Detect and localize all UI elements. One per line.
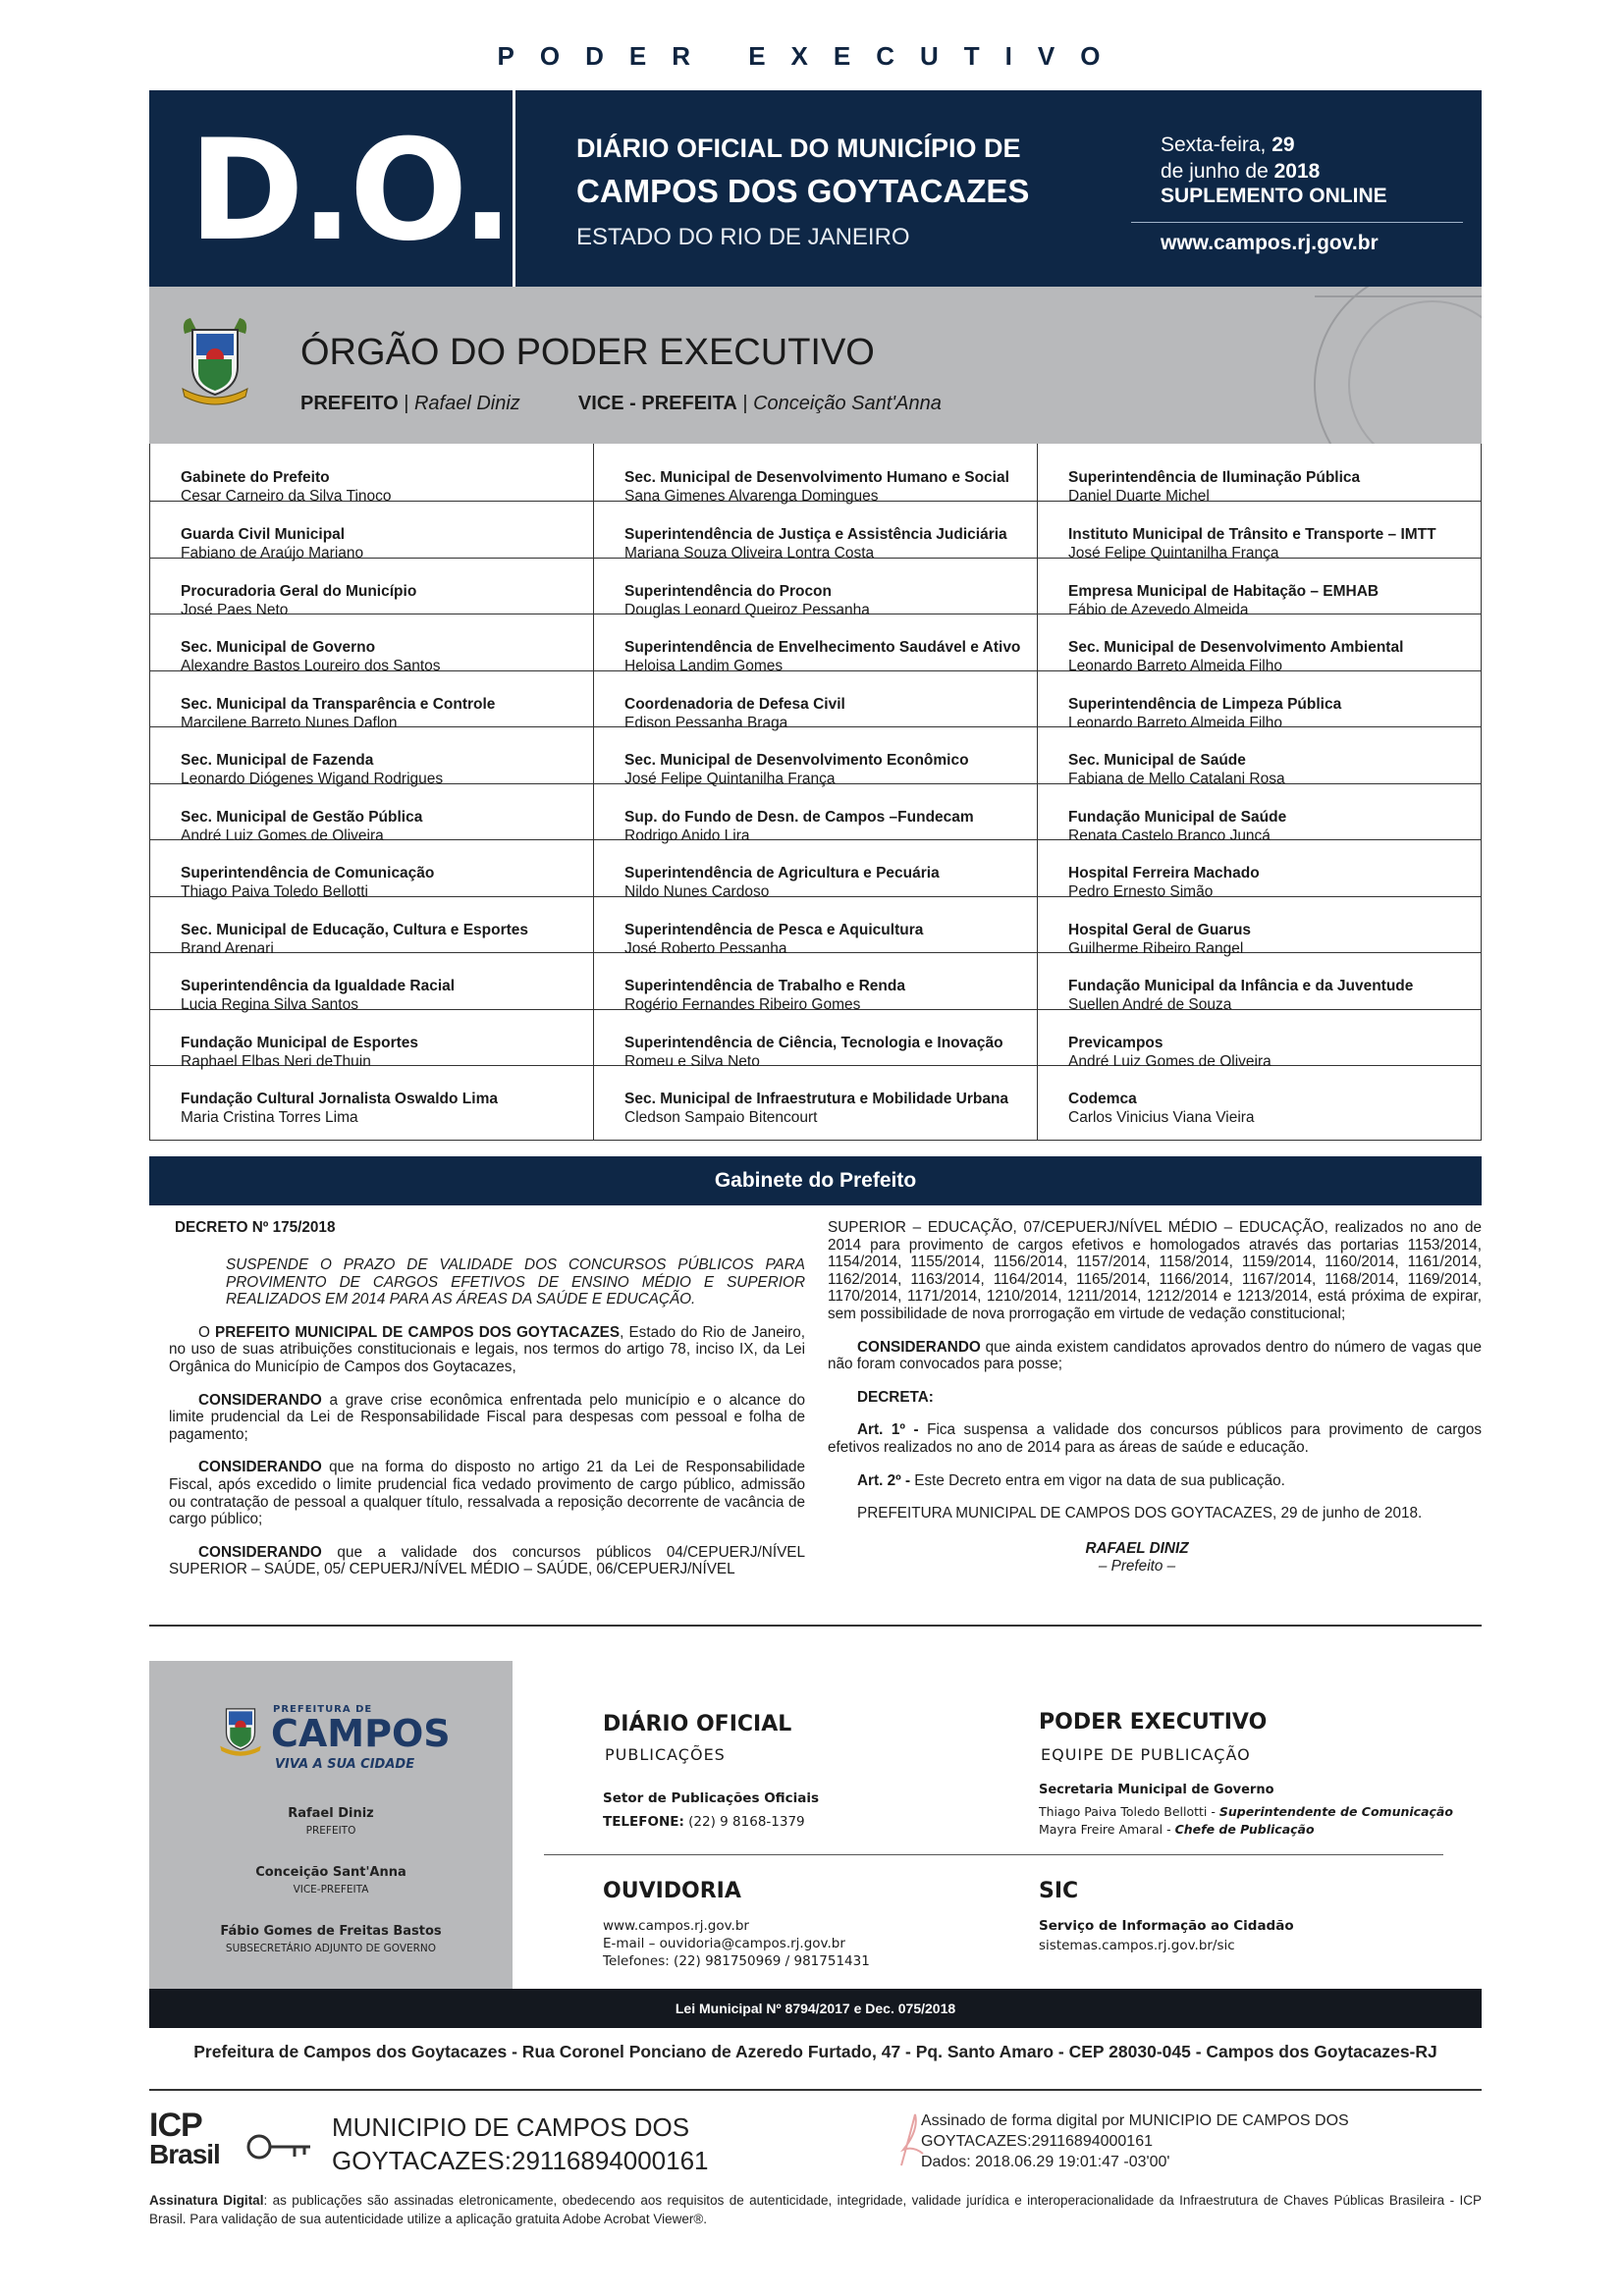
decree-number: DECRETO Nº 175/2018 xyxy=(175,1219,336,1236)
article-2: Art. 2º - Este Decreto entra em vigor na data de sua publicação. xyxy=(857,1471,1285,1489)
entry-organization: Fundação Cultural Jornalista Oswaldo Lima xyxy=(181,1091,498,1107)
entry-head-name: Maria Cristina Torres Lima xyxy=(181,1109,358,1126)
issue-year: 2018 xyxy=(1273,160,1321,183)
diario-title: DIÁRIO OFICIAL xyxy=(603,1712,792,1736)
campos-logo-icon xyxy=(216,1700,265,1757)
directory-entry xyxy=(594,559,1037,618)
article-1: Art. 1º - Fica suspensa a validade dos concursos públicos para provimento de cargos efetivos realizados no ano de 2014 para as áreas de saúde e educação. xyxy=(828,1421,1482,1456)
masthead-divider xyxy=(513,90,515,287)
entry-organization: Sec. Municipal da Transparência e Controle xyxy=(181,695,496,713)
entry-head-name: José Paes Neto xyxy=(181,601,289,618)
entry-head-name: Mariana Souza Oliveira Lontra Costa xyxy=(624,545,875,561)
signer-certificate-name: MUNICIPIO DE CAMPOS DOS GOYTACAZES:29116894000161 xyxy=(332,2112,709,2175)
entry-head-name: Guilherme Ribeiro Rangel xyxy=(1068,939,1244,957)
mayor-name: Rafael Diniz xyxy=(413,393,520,414)
sic-title: SIC xyxy=(1039,1879,1079,1903)
entry-head-name: André Luiz Gomes de Oliveira xyxy=(1068,1052,1271,1070)
entry-organization: Superintendência da Igualdade Racial xyxy=(181,978,456,994)
icp-brasil-logo xyxy=(149,2107,220,2169)
team-member: Mayra Freire Amaral - Chefe de Publicação xyxy=(1039,1822,1315,1837)
entry-organization: Fundação Municipal da Infância e da Juventude xyxy=(1068,978,1414,994)
entry-head-name: Daniel Duarte Michel xyxy=(1068,488,1210,505)
entry-organization: Fundação Municipal de Esportes xyxy=(181,1034,419,1051)
directory-entry xyxy=(150,1066,593,1126)
decree-summary: SUSPENDE O PRAZO DE VALIDADE DOS CONCURSOS PÚBLICOS PARA PROVIMENTO DE CARGOS EFETIVOS DE ENSINO MÉDIO E SUPERIOR REALIZADOS EM 2014 PARA AS ÁREAS DA SAÚDE E EDUCAÇÃO. xyxy=(226,1256,805,1308)
entry-head-name: Leonardo Barreto Almeida Filho xyxy=(1068,658,1282,674)
vice-name: Conceição Sant'Anna xyxy=(753,393,942,414)
directory-entry xyxy=(594,897,1037,957)
poder-subtitle: EQUIPE DE PUBLICAÇÃO xyxy=(1041,1745,1251,1764)
entry-head-name: André Luiz Gomes de Oliveira xyxy=(181,827,384,844)
entry-head-name: Rogério Fernandes Ribeiro Gomes xyxy=(624,996,861,1013)
directory-entry xyxy=(1038,502,1481,559)
entry-head-name: Pedro Ernesto Simão xyxy=(1068,883,1214,900)
issue-date xyxy=(1161,132,1320,185)
key-icon xyxy=(245,2130,314,2163)
directory-entry xyxy=(1038,727,1481,787)
entry-organization: Sup. do Fundo de Desn. de Campos –Fundecam xyxy=(624,808,974,826)
entry-head-name: Carlos Vinicius Viana Vieira xyxy=(1068,1109,1255,1126)
masthead-rule xyxy=(1131,222,1463,223)
orgao-title: ÓRGÃO DO PODER EXECUTIVO xyxy=(300,332,875,373)
entry-head-name: Marcilene Barreto Nunes Daflon xyxy=(181,714,398,731)
entry-organization: Sec. Municipal de Desenvolvimento Ambiental xyxy=(1068,639,1404,656)
directory-entry xyxy=(1038,784,1481,844)
poder-secretaria: Secretaria Municipal de Governo xyxy=(1039,1783,1274,1797)
official-role: PREFEITO xyxy=(305,1825,356,1837)
directory-entry xyxy=(150,1010,593,1070)
entry-head-name: Cesar Carneiro da Silva Tinoco xyxy=(181,488,392,505)
supplement-label: SUPLEMENTO ONLINE xyxy=(1161,185,1387,207)
law-bar: Lei Municipal Nº 8794/2017 e Dec. 075/2018 xyxy=(149,1989,1482,2028)
masthead-state: ESTADO DO RIO DE JANEIRO xyxy=(576,224,910,250)
entry-head-name: Sana Gimenes Alvarenga Domingues xyxy=(624,488,879,505)
entry-head-name: Fábio de Azevedo Almeida xyxy=(1068,601,1249,618)
directory-entry xyxy=(150,502,593,559)
entry-head-name: Leonardo Barreto Almeida Filho xyxy=(1068,714,1282,731)
directory-entry xyxy=(1038,840,1481,900)
directory-entry xyxy=(594,953,1037,1013)
issue-day: 29 xyxy=(1271,133,1295,156)
directory-entry xyxy=(1038,953,1481,1013)
ouvidoria-site[interactable]: www.campos.rj.gov.br xyxy=(603,1918,749,1934)
directory-column xyxy=(594,444,1038,1140)
entry-organization: Gabinete do Prefeito xyxy=(181,469,330,486)
entry-organization: Sec. Municipal de Gestão Pública xyxy=(181,808,423,826)
website-link[interactable]: www.campos.rj.gov.br xyxy=(1161,232,1379,254)
section-header: PODER EXECUTIVO xyxy=(497,41,1126,71)
entry-head-name: Douglas Leonard Queiroz Pessanha xyxy=(624,601,870,618)
entry-organization: Superintendência do Procon xyxy=(624,582,832,600)
logo-small-text: PREFEITURA DE xyxy=(273,1704,373,1715)
logo-tagline: VIVA A SUA CIDADE xyxy=(275,1757,415,1772)
official-name: Conceição Sant'Anna xyxy=(255,1865,406,1880)
directory-entry xyxy=(150,559,593,618)
entry-organization: Sec. Municipal de Educação, Cultura e Esportes xyxy=(181,921,529,938)
directory-entry xyxy=(150,897,593,957)
directory-entry xyxy=(150,840,593,900)
entry-organization: Guarda Civil Municipal xyxy=(181,526,346,543)
issue-weekday: Sexta-feira, xyxy=(1161,133,1267,156)
decreta-label: DECRETA: xyxy=(857,1388,934,1406)
entry-head-name: Edison Pessanha Braga xyxy=(624,714,788,731)
entry-head-name: Thiago Paiva Toledo Bellotti xyxy=(181,883,369,900)
directory-entry xyxy=(594,502,1037,559)
entry-organization: Empresa Municipal de Habitação – EMHAB xyxy=(1068,582,1380,600)
official-name: Rafael Diniz xyxy=(288,1806,374,1821)
ouvidoria-phones: Telefones: (22) 981750969 / 981751431 xyxy=(603,1953,870,1969)
entry-organization: Superintendência de Agricultura e Pecuária xyxy=(624,865,940,881)
directory-entry xyxy=(1038,444,1481,505)
divider xyxy=(149,2089,1482,2091)
directory-entry xyxy=(1038,1010,1481,1070)
considerando-continuation: SUPERIOR – EDUCAÇÃO, 07/CEPUERJ/NÍVEL MÉDIO – EDUCAÇÃO, realizados no ano de 2014 para provimento de cargos efetivos e homologados através das portarias 1153/2014, 1154/2014, 1155/2014, 1156/2014, 1157/2014, 1158/2014, 1159/2014, 1160/2014, 1161/2014, 1162/2014, 1163/2014, 1164/2014, 1165/2014, 1166/2014, 1167/2014, 1168/2014, 1169/2014, 1170/2014, 1171/2014, 1210/2014, 1211/2014, 1212/2014 e 1213/2014, está próxima de expirar, sem possibilidade de nova prorrogação em virtude de vedação constitucional; xyxy=(828,1219,1482,1322)
entry-organization: Sec. Municipal de Infraestrutura e Mobilidade Urbana xyxy=(624,1091,1009,1107)
directory-entry xyxy=(594,444,1037,505)
considerando-paragraph: CONSIDERANDO que na forma do disposto no artigo 21 da Lei de Responsabilidade Fiscal, após excedido o limite prudencial fica vedado provimento de cargo público, admissão ou contratação de pessoal a qualquer título, ressalvada a reposição decorrente de vacância de cargo público; xyxy=(169,1459,805,1528)
sic-site[interactable]: sistemas.campos.rj.gov.br/sic xyxy=(1039,1938,1235,1953)
entry-head-name: Romeu e Silva Neto xyxy=(624,1052,760,1070)
ouvidoria-email[interactable]: E-mail – ouvidoria@campos.rj.gov.br xyxy=(603,1936,845,1951)
entry-head-name: Renata Castelo Branco Juncá xyxy=(1068,827,1271,844)
considerando-paragraph: CONSIDERANDO que a validade dos concursos públicos 04/CEPUERJ/NÍVEL SUPERIOR – SAÚDE, 05/ CEPUERJ/NÍVEL MÉDIO – SAÚDE, 06/CEPUERJ/NÍVEL xyxy=(169,1543,805,1578)
entry-organization: Hospital Geral de Guarus xyxy=(1068,921,1252,938)
directory-entry xyxy=(150,671,593,731)
digital-signature-details: Assinado de forma digital por MUNICIPIO DE CAMPOS DOS GOYTACAZES:29116894000161 Dados: 2018.06.29 19:01:47 -03'00' xyxy=(921,2112,1349,2170)
directory-entry xyxy=(1038,614,1481,674)
directory-column xyxy=(1038,444,1481,1140)
entry-head-name: Leonardo Diógenes Wigand Rodrigues xyxy=(181,771,444,787)
team-member: Thiago Paiva Toledo Bellotti - Superintendente de Comunicação xyxy=(1039,1804,1453,1819)
decree-preamble: O PREFEITO MUNICIPAL DE CAMPOS DOS GOYTACAZES, Estado do Rio de Janeiro, no uso de suas atribuições constitucionais e legais, nos termos do artigo 78, inciso IX, da Lei Orgânica do Município de Campos dos Goytacazes, xyxy=(169,1323,806,1375)
directory-entry xyxy=(150,614,593,674)
entry-head-name: Rodrigo Anido Lira xyxy=(624,827,750,844)
decree-column-left xyxy=(169,1219,805,1578)
entry-head-name: Brand Arenari xyxy=(181,939,274,957)
signer-name: RAFAEL DINIZ xyxy=(1085,1539,1189,1557)
directory-entry xyxy=(594,727,1037,787)
directory-column xyxy=(150,444,594,1140)
entry-head-name: José Felipe Quintanilha França xyxy=(624,771,836,787)
logo-big-text: CAMPOS xyxy=(271,1712,451,1755)
entry-organization: Previcampos xyxy=(1068,1034,1163,1051)
entry-organization: Coordenadoria de Defesa Civil xyxy=(624,695,845,713)
entry-organization: Fundação Municipal de Saúde xyxy=(1068,808,1287,826)
mayor-label: PREFEITO xyxy=(300,393,399,414)
diario-phone: TELEFONE: (22) 9 8168-1379 xyxy=(603,1814,805,1830)
entry-head-name: Lucia Regina Silva Santos xyxy=(181,996,358,1013)
diario-sector: Setor de Publicações Oficiais xyxy=(603,1790,820,1806)
address-line: Prefeitura de Campos dos Goytacazes - Rua Coronel Ponciano de Azeredo Furtado, 47 - Pq. Santo Amaro - CEP 28030-045 - Campos dos Goytacazes-RJ xyxy=(193,2042,1437,2061)
directory-entry xyxy=(1038,559,1481,618)
entry-organization: Sec. Municipal de Desenvolvimento Econômico xyxy=(624,752,969,769)
issue-month: de junho de xyxy=(1161,160,1269,183)
masthead-title-line2: CAMPOS DOS GOYTACAZES xyxy=(576,173,1030,209)
directory-entry xyxy=(150,727,593,787)
decree-column-right xyxy=(828,1219,1482,1575)
entry-organization: Sec. Municipal de Saúde xyxy=(1068,752,1246,769)
entry-head-name: Suellen André de Souza xyxy=(1068,996,1232,1013)
signature-note: Assinatura Digital: as publicações são assinadas eletronicamente, obedecendo aos requisitos de autenticidade, integridade, validade jurídica e interoperacionalidade da Infraestrutura de Chaves Públicas Brasileira - ICP Brasil. Para validação de sua autenticidade utilize a aplicação gratuita Adobe Acrobat Viewer®. xyxy=(149,2193,1483,2226)
official-name: Fábio Gomes de Freitas Bastos xyxy=(220,1924,442,1939)
directory-entry xyxy=(594,1010,1037,1070)
icp-text: ICP xyxy=(149,2107,202,2144)
divider xyxy=(544,1854,1443,1855)
directory-entry xyxy=(150,784,593,844)
entry-head-name: José Roberto Pessanha xyxy=(624,939,787,957)
directory-entry xyxy=(594,840,1037,900)
vice-label: VICE - PREFEITA xyxy=(577,393,737,414)
entry-head-name: José Felipe Quintanilha França xyxy=(1068,545,1279,561)
entry-head-name: Fabiano de Araújo Mariano xyxy=(181,545,364,561)
entry-head-name: Heloisa Landim Gomes xyxy=(624,658,784,674)
entry-organization: Superintendência de Iluminação Pública xyxy=(1068,469,1361,486)
considerando-paragraph: CONSIDERANDO a grave crise econômica enfrentada pelo município e o alcance do limite prudencial da Lei de Responsabilidade Fiscal para despesas com pessoal e folha de pagamento; xyxy=(169,1391,805,1443)
do-logo: D.O. xyxy=(189,110,511,272)
ouvidoria-title: OUVIDORIA xyxy=(603,1879,741,1903)
officials-directory xyxy=(149,444,1482,1141)
directory-entry xyxy=(594,671,1037,731)
entry-organization: Superintendência de Justiça e Assistência Judiciária xyxy=(624,526,1007,543)
entry-organization: Procuradoria Geral do Município xyxy=(181,582,417,600)
section-title: Gabinete do Prefeito xyxy=(149,1156,1482,1205)
orgao-banner xyxy=(149,287,1482,444)
officials-line: PREFEITO | Rafael Diniz VICE - PREFEITA | Conceição Sant'Anna xyxy=(300,393,942,414)
entry-head-name: Cledson Sampaio Bitencourt xyxy=(624,1109,818,1126)
directory-entry xyxy=(1038,671,1481,731)
coat-of-arms-icon xyxy=(177,316,253,406)
footer-info-panel xyxy=(513,1661,1482,1989)
official-role: SUBSECRETÁRIO ADJUNTO DE GOVERNO xyxy=(225,1943,437,1954)
entry-organization: Superintendência de Envelhecimento Saudável e Ativo xyxy=(624,639,1021,656)
directory-entry xyxy=(594,1066,1037,1126)
entry-organization: Superintendência de Comunicação xyxy=(181,865,435,881)
footer-officials-panel xyxy=(149,1661,513,1989)
directory-entry xyxy=(594,784,1037,844)
sic-subtitle: Serviço de Informação ao Cidadão xyxy=(1039,1918,1294,1934)
entry-organization: Sec. Municipal de Desenvolvimento Humano e Social xyxy=(624,469,1009,486)
decree-closing: PREFEITURA MUNICIPAL DE CAMPOS DOS GOYTACAZES, 29 de junho de 2018. xyxy=(857,1505,1423,1522)
poder-title: PODER EXECUTIVO xyxy=(1039,1710,1268,1735)
directory-entry xyxy=(150,953,593,1013)
brasil-text: Brasil xyxy=(149,2139,220,2169)
entry-head-name: Fabiana de Mello Catalani Rosa xyxy=(1068,771,1285,787)
directory-entry xyxy=(1038,897,1481,957)
diario-subtitle: PUBLICAÇÕES xyxy=(605,1745,726,1764)
directory-entry xyxy=(1038,1066,1481,1126)
directory-entry xyxy=(594,614,1037,674)
entry-organization: Superintendência de Trabalho e Renda xyxy=(624,978,905,994)
signer-role: – Prefeito – xyxy=(1098,1557,1176,1575)
entry-organization: Superintendência de Limpeza Pública xyxy=(1068,695,1342,713)
entry-organization: Superintendência de Ciência, Tecnologia e Inovação xyxy=(624,1034,1003,1051)
entry-head-name: Alexandre Bastos Loureiro dos Santos xyxy=(181,658,441,674)
entry-organization: Superintendência de Pesca e Aquicultura xyxy=(624,921,924,938)
directory-entry xyxy=(150,444,593,505)
official-role: VICE-PREFEITA xyxy=(293,1884,369,1896)
entry-organization: Hospital Ferreira Machado xyxy=(1068,865,1260,881)
entry-head-name: Raphael Elbas Neri deThuin xyxy=(181,1052,371,1070)
masthead-title-line1: DIÁRIO OFICIAL DO MUNICÍPIO DE xyxy=(576,133,1021,163)
decorative-curves xyxy=(1285,287,1482,444)
entry-organization: Codemca xyxy=(1068,1091,1137,1107)
entry-organization: Instituto Municipal de Trânsito e Transporte – IMTT xyxy=(1068,526,1436,543)
divider xyxy=(149,1625,1482,1627)
entry-organization: Sec. Municipal de Fazenda xyxy=(181,752,374,769)
considerando-paragraph: CONSIDERANDO que ainda existem candidatos aprovados dentro do número de vagas que não foram convocados para posse; xyxy=(828,1338,1482,1373)
entry-organization: Sec. Municipal de Governo xyxy=(181,639,376,656)
entry-head-name: Nildo Nunes Cardoso xyxy=(624,883,770,900)
masthead xyxy=(149,90,1482,287)
